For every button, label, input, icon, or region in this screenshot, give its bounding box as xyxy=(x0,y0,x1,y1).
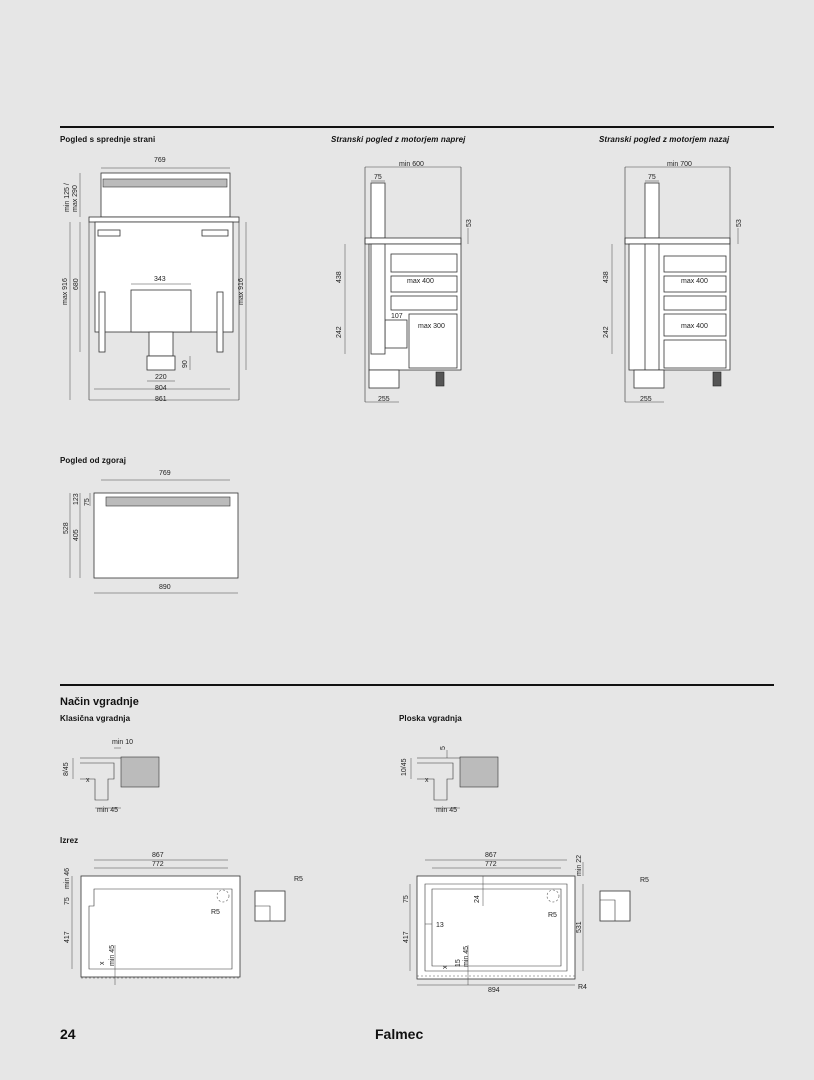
cut1-dim-min46: min 46 xyxy=(64,867,71,889)
cut2-dim-867: 867 xyxy=(485,852,497,859)
top-dim-123: 123 xyxy=(73,493,80,505)
cut2-dim-min45: min 45 xyxy=(463,945,470,967)
cutout-title: Izrez xyxy=(60,836,79,845)
front-view-title: Pogled s sprednje strani xyxy=(60,135,156,144)
cut2-dim-894: 894 xyxy=(488,987,500,994)
cut1-dim-min45: min 45 xyxy=(109,944,116,966)
cut2-dim-x: x xyxy=(442,965,449,969)
classic-dim-845: 8/45 xyxy=(63,762,70,776)
side2-dim-53: 53 xyxy=(736,219,743,227)
cut2-dim-531: 531 xyxy=(576,921,583,933)
cutout-classic-drawing xyxy=(72,860,285,985)
side2-dim-max400-a: max 400 xyxy=(681,278,708,285)
front-dim-343: 343 xyxy=(154,276,166,283)
cut2-dim-24: 24 xyxy=(474,895,481,903)
front-dim-max916-left: max 916 xyxy=(62,278,69,305)
flush-dim-1045: 10/45 xyxy=(401,758,408,776)
side1-dim-max400: max 400 xyxy=(407,278,434,285)
front-dim-769: 769 xyxy=(154,157,166,164)
top-dim-405: 405 xyxy=(73,529,80,541)
flush-dim-min45: min 45 xyxy=(436,807,458,814)
cut2-dim-min22: min 22 xyxy=(576,854,583,876)
brand-name: Falmec xyxy=(375,1026,424,1042)
front-dim-max290: max 290 xyxy=(72,185,79,212)
cut1-dim-x: x xyxy=(99,961,106,965)
side2-dim-75: 75 xyxy=(648,174,656,181)
side1-dim-max300: max 300 xyxy=(418,323,445,330)
side2-dim-438: 438 xyxy=(603,271,610,283)
top-view-title: Pogled od zgoraj xyxy=(60,456,127,465)
front-dim-680: 680 xyxy=(73,278,80,290)
installation-title: Način vgradnje xyxy=(60,696,139,708)
side-rear-title: Stranski pogled z motorjem nazaj xyxy=(599,135,730,144)
side2-dim-255: 255 xyxy=(640,396,652,403)
classic-dim-min10: min 10 xyxy=(112,739,134,746)
side-rear-drawing xyxy=(612,167,738,402)
front-dim-804: 804 xyxy=(155,385,167,392)
top-view-drawing xyxy=(70,480,238,593)
side1-dim-107: 107 xyxy=(391,313,403,320)
top-dim-769: 769 xyxy=(159,470,171,477)
front-dim-220: 220 xyxy=(155,374,167,381)
top-dim-75: 75 xyxy=(84,498,91,506)
cut1-dim-75: 75 xyxy=(64,897,71,905)
cut2-dim-772: 772 xyxy=(485,861,497,868)
side2-dim-min700: min 700 xyxy=(667,161,692,168)
classic-dim-min45: min 45 xyxy=(97,807,119,814)
cut2-dim-13: 13 xyxy=(436,922,444,929)
side1-dim-75: 75 xyxy=(374,174,382,181)
front-dim-90: 90 xyxy=(182,360,189,368)
front-dim-max916-right: max 916 xyxy=(238,278,245,305)
front-view-drawing xyxy=(70,168,246,400)
cut1-dim-867: 867 xyxy=(152,852,164,859)
side2-dim-242: 242 xyxy=(603,326,610,338)
side1-dim-242: 242 xyxy=(336,326,343,338)
flush-dim-5: 5 xyxy=(440,746,447,750)
side-front-title: Stranski pogled z motorjem naprej xyxy=(331,135,466,144)
cut2-dim-15: 15 xyxy=(455,959,462,967)
top-dim-528: 528 xyxy=(63,522,70,534)
cut2-dim-r5-a: R5 xyxy=(548,912,557,919)
front-dim-861: 861 xyxy=(155,396,167,403)
page-number: 24 xyxy=(60,1026,76,1042)
cut1-dim-r5-a: R5 xyxy=(211,909,220,916)
cut2-dim-417: 417 xyxy=(403,931,410,943)
cut1-dim-417: 417 xyxy=(64,931,71,943)
side1-dim-min600: min 600 xyxy=(399,161,424,168)
flush-dim-x: x xyxy=(425,777,429,784)
front-dim-min125: min 125 / xyxy=(64,183,71,212)
side1-dim-255: 255 xyxy=(378,396,390,403)
cut2-dim-r4: R4 xyxy=(578,984,587,991)
classic-title: Klasična vgradnja xyxy=(60,714,131,723)
flush-title: Ploska vgradnja xyxy=(399,714,462,723)
side2-dim-max400-b: max 400 xyxy=(681,323,708,330)
cut2-dim-r5-b: R5 xyxy=(640,877,649,884)
side1-dim-438: 438 xyxy=(336,271,343,283)
cut2-dim-75: 75 xyxy=(403,895,410,903)
top-dim-890: 890 xyxy=(159,584,171,591)
cut1-dim-772: 772 xyxy=(152,861,164,868)
classic-dim-x: x xyxy=(86,777,90,784)
cut1-dim-r5-b: R5 xyxy=(294,876,303,883)
side1-dim-53: 53 xyxy=(466,219,473,227)
